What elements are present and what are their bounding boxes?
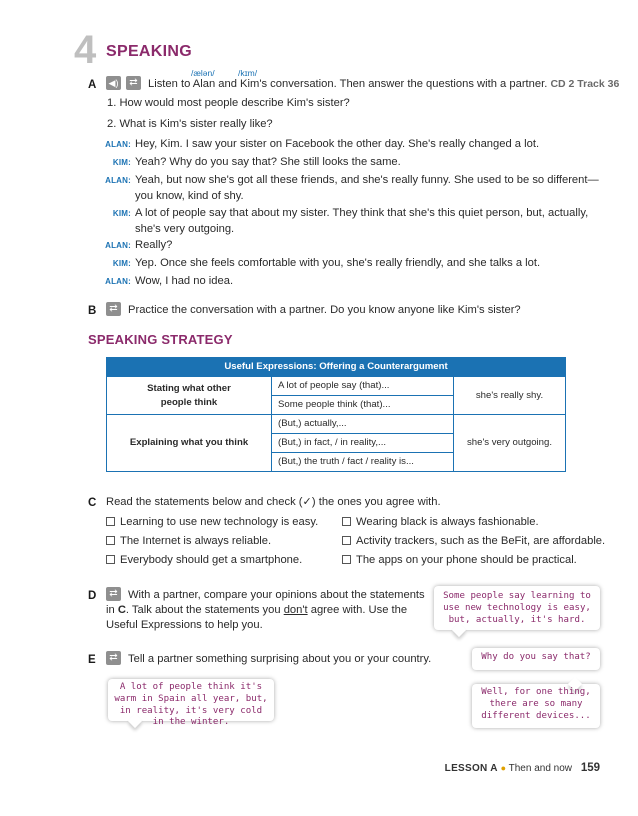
strategy-title: SPEAKING STRATEGY bbox=[88, 332, 233, 347]
expression-cell: (But,) the truth / fact / reality is... bbox=[272, 453, 454, 472]
statement-text: The apps on your phone should be practical. bbox=[356, 554, 577, 566]
bubble-text: Why do you say that? bbox=[481, 652, 591, 662]
result-cell: she's very outgoing. bbox=[454, 415, 566, 472]
pair-work-icon: ⇄ bbox=[106, 302, 121, 318]
text-fragment: C bbox=[117, 604, 126, 616]
pair-work-icon: ⇄ bbox=[126, 76, 141, 92]
row-label-you: Explaining what you think bbox=[107, 415, 272, 472]
statement-item[interactable] bbox=[342, 515, 539, 531]
statement-item[interactable] bbox=[106, 534, 271, 550]
expression-cell: A lot of people say (that)... bbox=[272, 377, 454, 396]
bullet-icon: ● bbox=[500, 763, 507, 773]
activity-letter-b: B bbox=[88, 305, 97, 317]
speaker-label: KIM: bbox=[112, 209, 131, 218]
section-number: 4 bbox=[74, 28, 97, 72]
pair-work-icon: ⇄ bbox=[106, 651, 121, 667]
bubble-text: A lot of people think it's warm in Spain all year, but, in reality, it's very cold in the winter. bbox=[114, 682, 268, 728]
row-label-others: Stating what other people think bbox=[107, 377, 272, 415]
dialogue-line bbox=[95, 238, 605, 254]
speech-bubble-e-left bbox=[108, 679, 274, 728]
dialogue-text: A lot of people say that about my sister. They think that she's this quiet person, but, actually, she's very outgoing. bbox=[135, 207, 589, 235]
text-fragment: . Talk about the statements you bbox=[125, 604, 281, 616]
question-2: 2. What is Kim's sister really like? bbox=[107, 118, 273, 130]
dialogue-text: Yeah, but now she's got all these friends, and she's really funny. She used to be so different—you know, kind of shy. bbox=[135, 174, 599, 202]
pair-work-icon: ⇄ bbox=[106, 587, 121, 603]
dialogue-text: Hey, Kim. I saw your sister on Facebook the other day. She's really changed a lot. bbox=[135, 138, 540, 150]
audio-icon[interactable]: ◀) bbox=[106, 76, 121, 92]
activity-d-line1: With a partner, compare your opinions about the statements bbox=[128, 589, 425, 601]
page-footer bbox=[445, 760, 600, 776]
activity-letter-a: A bbox=[88, 79, 97, 91]
statement-item[interactable] bbox=[342, 534, 605, 550]
statement-item[interactable] bbox=[106, 553, 302, 569]
phonetic-kim: /kɪm/ bbox=[238, 68, 258, 78]
result-cell: she's really shy. bbox=[454, 377, 566, 415]
checkbox[interactable] bbox=[106, 536, 115, 545]
statement-text: Learning to use new technology is easy. bbox=[120, 516, 319, 528]
checkbox[interactable] bbox=[342, 517, 351, 526]
statement-text: Everybody should get a smartphone. bbox=[120, 554, 303, 566]
expression-cell: (But,) actually,... bbox=[272, 415, 454, 434]
speaker-label: ALAN: bbox=[105, 277, 131, 286]
activity-letter-c: C bbox=[88, 497, 97, 509]
track-label: CD 2 Track 36 bbox=[550, 78, 620, 90]
section-title: SPEAKING bbox=[106, 43, 192, 60]
question-1: 1. How would most people describe Kim's sister? bbox=[107, 97, 350, 109]
speaker-label: KIM: bbox=[112, 158, 131, 167]
text-fragment: don't bbox=[283, 604, 308, 616]
lesson-label: LESSON A bbox=[444, 763, 498, 774]
statement-text: Activity trackers, such as the BeFit, are affordable. bbox=[356, 535, 606, 547]
statement-text: Wearing black is always fashionable. bbox=[356, 516, 539, 528]
expression-cell: Some people think (that)... bbox=[272, 396, 454, 415]
phonetic-alan: /ælən/ bbox=[191, 68, 215, 78]
statement-item[interactable] bbox=[106, 515, 318, 531]
instruction-text: Listen to Alan and Kim's conversation. Then answer the questions with a partner. bbox=[148, 78, 548, 90]
speaker-label: ALAN: bbox=[105, 241, 131, 250]
activity-e-instruction: Tell a partner something surprising about you or your country. bbox=[128, 653, 432, 665]
text-fragment: in bbox=[106, 604, 115, 616]
expression-cell: (But,) in fact, / in reality,... bbox=[272, 434, 454, 453]
activity-a-instruction bbox=[148, 77, 619, 93]
speech-bubble-d bbox=[434, 586, 600, 630]
activity-letter-d: D bbox=[88, 590, 97, 602]
speech-bubble-e-right bbox=[472, 684, 600, 728]
lesson-topic: Then and now bbox=[508, 763, 573, 774]
dialogue-line bbox=[95, 274, 605, 290]
dialogue-line bbox=[95, 155, 605, 171]
dialogue-text: Really? bbox=[135, 239, 173, 251]
checkbox[interactable] bbox=[106, 517, 115, 526]
speaker-label: ALAN: bbox=[105, 176, 131, 185]
activity-b-instruction: Practice the conversation with a partner. Do you know anyone like Kim's sister? bbox=[128, 304, 521, 316]
speaker-label: ALAN: bbox=[105, 140, 131, 149]
bubble-text: Some people say learning to use new technology is easy, but, actually, it's hard. bbox=[443, 591, 591, 625]
dialogue-line bbox=[95, 137, 605, 153]
text-fragment: agree with. Use the bbox=[310, 604, 408, 616]
checkbox[interactable] bbox=[106, 555, 115, 564]
speech-bubble-why bbox=[472, 648, 600, 670]
activity-d-line2 bbox=[106, 603, 407, 619]
dialogue-line bbox=[95, 206, 600, 237]
statement-text: The Internet is always reliable. bbox=[120, 535, 272, 547]
dialogue-text: Yeah? Why do you say that? She still looks the same. bbox=[135, 156, 401, 168]
activity-letter-e: E bbox=[88, 654, 96, 666]
dialogue-text: Yep. Once she feels comfortable with you, she's really friendly, and she talks a lot. bbox=[135, 257, 541, 269]
statement-item[interactable] bbox=[342, 553, 577, 569]
table-title: Useful Expressions: Offering a Counterargument bbox=[107, 358, 566, 377]
dialogue-line bbox=[95, 173, 600, 204]
activity-c-instruction: Read the statements below and check (✓) the ones you agree with. bbox=[106, 496, 441, 508]
useful-expressions-table bbox=[106, 357, 566, 472]
checkbox[interactable] bbox=[342, 555, 351, 564]
dialogue-line bbox=[95, 256, 605, 272]
activity-d-line3: Useful Expressions to help you. bbox=[106, 619, 263, 631]
dialogue-text: Wow, I had no idea. bbox=[135, 275, 234, 287]
checkbox[interactable] bbox=[342, 536, 351, 545]
page-number: 159 bbox=[580, 762, 600, 774]
bubble-text: Well, for one thing, there are so many different devices... bbox=[481, 687, 591, 721]
speaker-label: KIM: bbox=[112, 259, 131, 268]
